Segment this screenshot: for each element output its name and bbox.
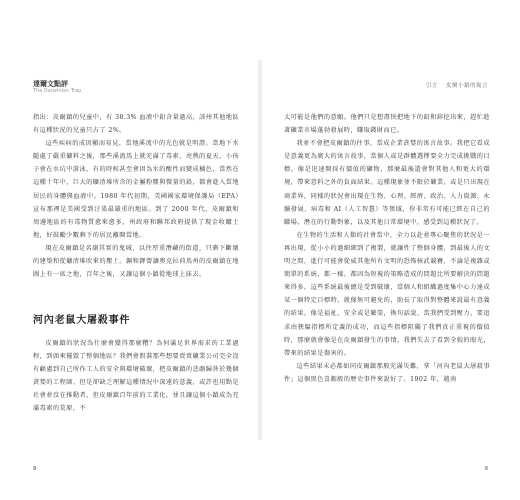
paragraph: 在生物的生活和人類的社會當中，全力以赴並專心聚焦的狀況是一再出現，從小小的過細細到了複製，就讓性了整個身體，到最後人的文明之間，進行可能會從威其他所有文明的恐怖核武競賽，不論是複雜或簡單的系統，都一樣。都因為短視的策略造成的問題比所要解決的問題來得多。這些系統最後總是受到破壞，當個人和組織過度集中心力達成某一個特定目標時，就像無可避免的，助長了取得對整體來說最有意義的結果，像是福祉，安全或是繁榮，換句話說，當我們受到壓力，要追求由狹隘指標所定義的成功，而這些指標阻礙了我們真正重視的價值時，那麼就會像是在皮爾鎮發生的事情，我們失去了看到全貌的眼光，帶來的結果是傷害的。 (284, 231, 490, 357)
running-header-chapter: 引言 皮爾小鎮的寓言 (425, 83, 488, 89)
paragraph: 這些疾病的成因顯而易見，當地溪流中的光色就是明證。當地下水隨處了嚴重礦料之後，那些溪流馬上就充滿了毒素，亮熱的夏天，小孩子會在水坑中游泳，有的時候甚至會因為水的酸性而變成橘色，當然在這種十年中，巨大的礦渣堆所含的金屬粉塵與微量的鉛，都會進入當地居民的身體與血液中。1980 年代初期，美國國家環境保護局（EPA）宣布那裡是美國受到汙染最嚴重的地區。到了 2000 年代，皮爾鎮和周邊地區的有毒物質愈來愈多，州政府和聯邦政府提供了現金收購土地，好鼓勵少數剩下的居民離開當地。 (33, 140, 239, 239)
right-page (262, 0, 520, 500)
right-body-text (284, 111, 490, 386)
running-header-title: 達爾文點評 (33, 80, 68, 88)
paragraph: 現在皮爾鎮是名副其實的鬼城，以往厚重潛藏的街道，只剩下斷壞的建築和從礦渣堆吹來的塵土。銅和鉀曾讓奧克拉荷馬州的皮爾鎮在地圖上有一席之地，百年之後，又讓這個小鎮從地球上抹去。 (33, 244, 239, 279)
paragraph: 指出：皮爾鎮的兒童中，有 38.3% 血液中鉛含量過高，該州其他地區有這種狀況的兒童只占了 2%。 (33, 114, 239, 135)
paragraph: 我並不會把皮爾鎮的往事，當成企業貪婪的寓言故事。我把它看成是意義更為廣大的寓言故事，當個人或是群體選擇要全力完成挑戰的目標，像是迅速開採有價值的礦物，那麼最後還會對其他人和更大的環境，帶來意料之外的負面結果。這種現象並不限於礦業，或是只出現在商業界，同樣的狀況會出現在生物、心理、經濟、政治、人力資源、永續發展、病毒和 AI（人工智慧）等領域，你非常有可能已經在自己的職場，潛在的行動對象，以及其他日常環境中，感受到這種狀況了。 (284, 140, 490, 226)
page-number: 9 (484, 466, 488, 472)
left-body-text-bottom (33, 337, 239, 416)
left-body-text-top (33, 111, 239, 281)
running-header-subtitle: The Darwinian Trap (33, 88, 82, 94)
page-number: 8 (33, 466, 37, 472)
left-page (0, 0, 258, 500)
section-heading: 河內老鼠大屠殺事件 (33, 315, 131, 326)
paragraph: 皮爾鎮的狀況為什麼會變得那麼糟？為何滿足世界需求的工業過程，到頭來摧毀了整個地區？我們會假裝那些想要賣賣礦業公司完全沒有顧慮到自己所作工人的安全與環境破壞，把皮爾鎮的悲劇歸咎於幾個貪婪的工程師，但是卻缺乏理解這種情況中深遠的意義，或許也用點是社會並沒在推動者，但皮爾鎮百年前的工業化，並且讓這個小鎮成為充滿毒素的荒原，不 (33, 340, 239, 413)
paragraph: 這些結果未必都如同皮爾鎮那般充滿災難，拿「河內老鼠大屠殺事件」這個黑色喜劇般的歷史事件來說好了。1902 年，越南 (284, 362, 490, 383)
paragraph: 太可能是他們的意願。他們只是想盡快把地下的鉛和鋅挖出來，趕忙趁著礦業市場蓬勃發展時，賺取錢財而已。 (284, 114, 490, 135)
